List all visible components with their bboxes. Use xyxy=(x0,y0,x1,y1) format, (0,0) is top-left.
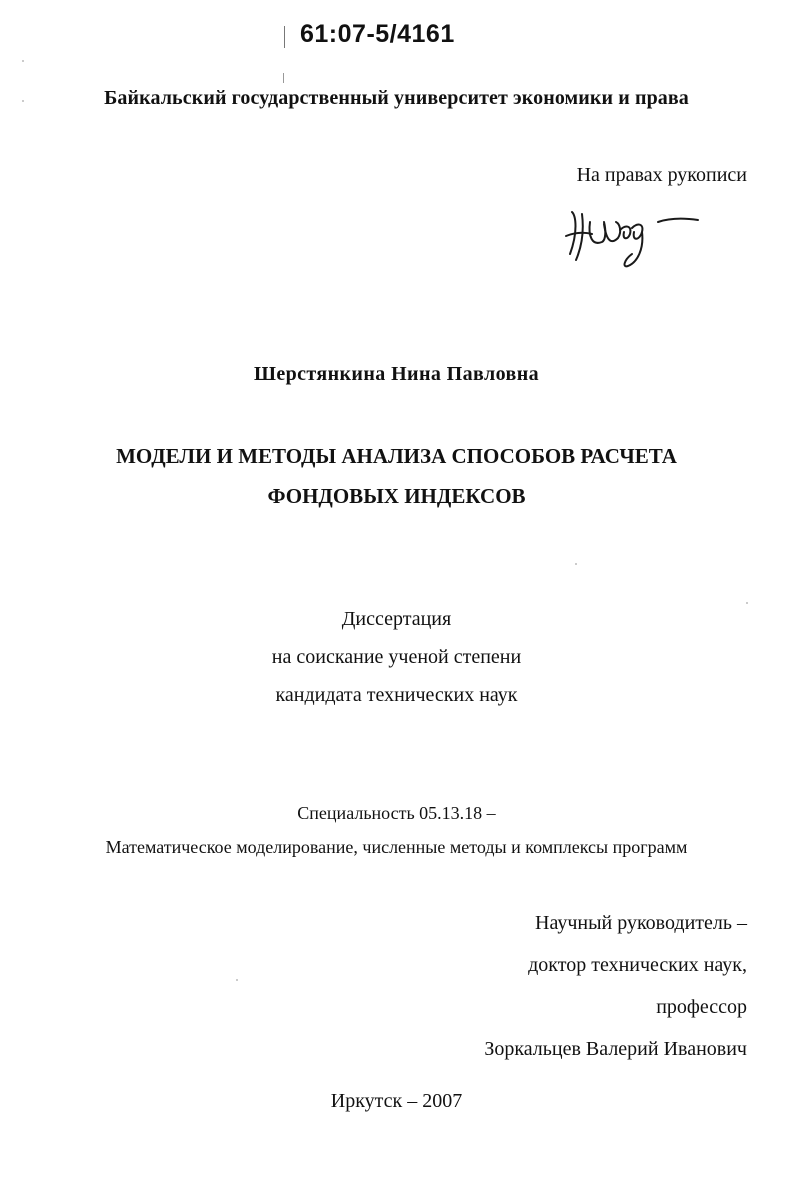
title-line-2: ФОНДОВЫХ ИНДЕКСОВ xyxy=(267,484,526,508)
archive-code: 61:07-5/4161 xyxy=(300,20,455,48)
advisor-role: Научный руководитель – xyxy=(535,912,747,934)
margin-rule xyxy=(284,26,285,48)
scan-speck xyxy=(236,979,238,981)
manuscript-label: На правах рукописи xyxy=(576,164,747,186)
dissertation-title xyxy=(0,436,793,516)
handwritten-signature xyxy=(562,202,710,272)
advisor-block xyxy=(484,902,747,1070)
scan-speck xyxy=(22,100,24,102)
advisor-name: Зоркальцев Валерий Иванович xyxy=(484,1038,747,1060)
dissertation-type: Диссертация xyxy=(341,608,452,630)
margin-tick xyxy=(283,73,284,83)
title-line-1: МОДЕЛИ И МЕТОДЫ АНАЛИЗА СПОСОБОВ РАСЧЕТА xyxy=(116,444,677,468)
advisor-degree: доктор технических наук, xyxy=(528,954,747,976)
dissertation-degree: кандидата технических наук xyxy=(275,684,518,706)
city-year: Иркутск – 2007 xyxy=(330,1090,463,1112)
scan-speck xyxy=(575,563,577,565)
author-name: Шерстянкина Нина Павловна xyxy=(253,363,540,385)
dissertation-block xyxy=(0,600,793,714)
scan-speck xyxy=(746,602,748,604)
advisor-rank: профессор xyxy=(656,996,747,1018)
specialty-code: Специальность 05.13.18 – xyxy=(297,803,496,823)
specialty-block xyxy=(0,796,793,864)
scan-speck xyxy=(22,60,24,62)
specialty-description: Математическое моделирование, численные методы и комплексы программ xyxy=(105,837,688,857)
university-name: Байкальский государственный университет экономики и права xyxy=(104,87,689,109)
dissertation-purpose: на соискание ученой степени xyxy=(271,646,522,668)
